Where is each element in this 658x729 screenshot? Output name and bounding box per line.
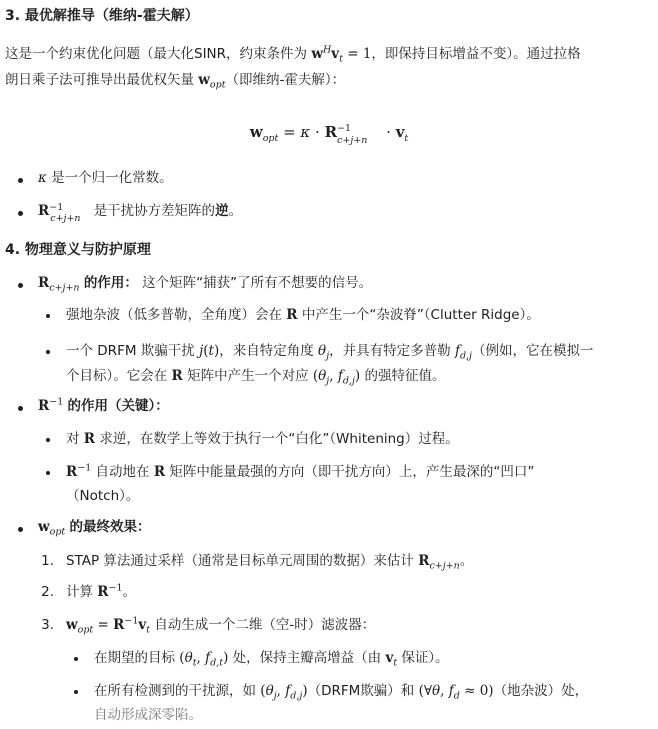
bullet-dot (18, 211, 23, 216)
text: 保证）。 (397, 650, 449, 666)
text: 自动地在 (91, 464, 154, 480)
text: 。 (122, 584, 137, 600)
bullet-dot (46, 350, 50, 354)
text: 。 (228, 203, 243, 219)
step-number-3: 3. (41, 617, 54, 633)
bullet-drfm-line2: 个目标）。它会在 R 矩阵中产生一个对应 ($\theta_j$, $f_{d,j}$) 的强特征值。 (66, 368, 446, 387)
text: 在期望的目标 (94, 650, 180, 666)
text: 是干扰协方差矩阵的 (93, 203, 216, 219)
bullet-whitening: 对 R 求逆，在数学上等效于执行一个“白化”（Whitening）过程。 (66, 431, 459, 447)
bullet-dot (46, 471, 50, 475)
text-bold: 的最终效果： (69, 519, 151, 535)
step-number-2: 2. (41, 584, 54, 600)
text-bold: 的作用： (83, 275, 138, 291)
text: 的强特征值。 (360, 368, 446, 384)
text: STAP 算法通过采样（通常是目标单元周围的数据）来估计 (66, 553, 419, 569)
text: ，即保持目标增益不变）。通过拉格 (371, 46, 581, 62)
bullet-dot (46, 314, 50, 318)
step-number-1: 1. (41, 553, 54, 569)
text: 处，保持主瓣高增益（由 (228, 650, 386, 666)
bullet-target: 在期望的目标 ($\theta_t$, $f_{d,t}$) 处，保持主瓣高增益（由 $v_t$ 保证）。 (94, 650, 449, 669)
bullet-dot (18, 527, 23, 532)
bullet-clutter: 强地杂波（低多普勒，全角度）会在 R 中产生一个“杂波脊”（Clutter Ridge）。 (66, 307, 540, 323)
text: 矩阵中产生一个对应 (182, 368, 313, 384)
text: （地杂波）处， (493, 683, 589, 699)
text: 是一个归一化常数。 (51, 170, 173, 186)
bullet-notch-line2: （Notch）。 (66, 488, 140, 504)
text: 自动生成一个二维（空-时）滤波器： (150, 617, 376, 633)
bullet-dot (74, 690, 78, 694)
text: 朗日乘子法可推导出最优权矢量 (5, 72, 199, 88)
bullet-notch-line1: $R^{-1}$ 自动地在 R 矩阵中能量最强的方向（即干扰方向）上，产生最深的“凹口” (66, 462, 535, 480)
section-4-heading: 4. 物理意义与防护原理 (5, 242, 151, 258)
intro-line-1 (5, 42, 644, 66)
text: 对 (66, 431, 84, 447)
text: ，并具有特定多普勒 (329, 343, 455, 359)
bullet-kappa: κ 是一个归一化常数。 (38, 170, 173, 186)
text: 个目标）。它会在 (66, 368, 172, 384)
text: （即维纳-霍夫解）： (225, 72, 346, 88)
bullet-wopt-effect: $w_{opt}$ 的最终效果： (38, 519, 151, 538)
bullet-dot (18, 178, 23, 183)
step-2: 计算 $R^{-1}$。 (66, 582, 137, 600)
text: （例如，它在模拟一 (471, 343, 594, 359)
section-3-heading: 3. 最优解推导（维纳-霍夫解） (5, 8, 199, 24)
text: 矩阵中能量最强的方向（即干扰方向）上，产生最深的“凹口” (165, 464, 535, 480)
bullet-rinv: $R_{-1c+j+n}$ 是干扰协方差矩阵的逆。 (38, 201, 243, 224)
text: 计算 (66, 584, 98, 600)
text: ，来自特定角度 (219, 343, 319, 359)
text: 这个矩阵“捕获”了所有不想要的信号。 (137, 275, 373, 291)
text: 一个 DRFM 欺骗干扰 (66, 343, 200, 359)
bullet-r-role: $R_{c+j+n}$ 的作用： 这个矩阵“捕获”了所有不想要的信号。 (38, 275, 373, 294)
step-3: $w_{opt} = R^{-1}v_t$ 自动生成一个二维（空-时）滤波器： (66, 615, 376, 636)
text-bold: 的作用（关键）： (67, 398, 169, 414)
intro-line-2 (5, 68, 644, 92)
text: 。 (459, 553, 474, 569)
text: 这是一个约束优化问题（最大化SINR，约束条件为 (5, 46, 312, 62)
bullet-drfm-line1: 一个 DRFM 欺骗干扰 j(t)，来自特定角度 $\theta_j$，并具有特定多普勒 $f_{d,j}$（例如，它在模拟一 (66, 343, 594, 362)
bullet-jammers-line1: 在所有检测到的干扰源，如 ($\theta_j$, $f_{d,j})(DRFM$欺骗）和 (∀θ, $f_d \approx 0$)（地杂波）处， (94, 683, 589, 702)
bullet-rinv-role: $R^{-1}$ 的作用（关键）： (38, 396, 169, 414)
text: 强地杂波（低多普勒，全角度）会在 (66, 307, 287, 323)
formula-wopt: $w_{opt}$ (198, 72, 226, 91)
text: 中产生一个“杂波脊”（Clutter Ridge）。 (297, 307, 540, 323)
formula-constraint: $w^Hv_t = 1$ (311, 44, 372, 65)
text: （DRFM欺骗）和 (307, 683, 419, 699)
text: 求逆，在数学上等效于执行一个“白化”（Whitening）过程。 (95, 431, 459, 447)
bullet-jammers-line2: 自动形成深零陷。 (94, 707, 202, 723)
text: 在所有检测到的干扰源，如 (94, 683, 261, 699)
bullet-dot (46, 438, 50, 442)
bullet-dot (74, 657, 78, 661)
bullet-dot (18, 283, 23, 288)
text-bold: 逆 (215, 203, 229, 219)
bullet-dot (18, 406, 23, 411)
wiener-hopf-equation: $w_{opt} = \kappa \cdot R_{-1c+j+n} \cdot v_t$ (249, 123, 409, 146)
step-1: STAP 算法通过采样（通常是目标单元周围的数据）来估计 $R_{c+j+n}$。 (66, 553, 474, 572)
